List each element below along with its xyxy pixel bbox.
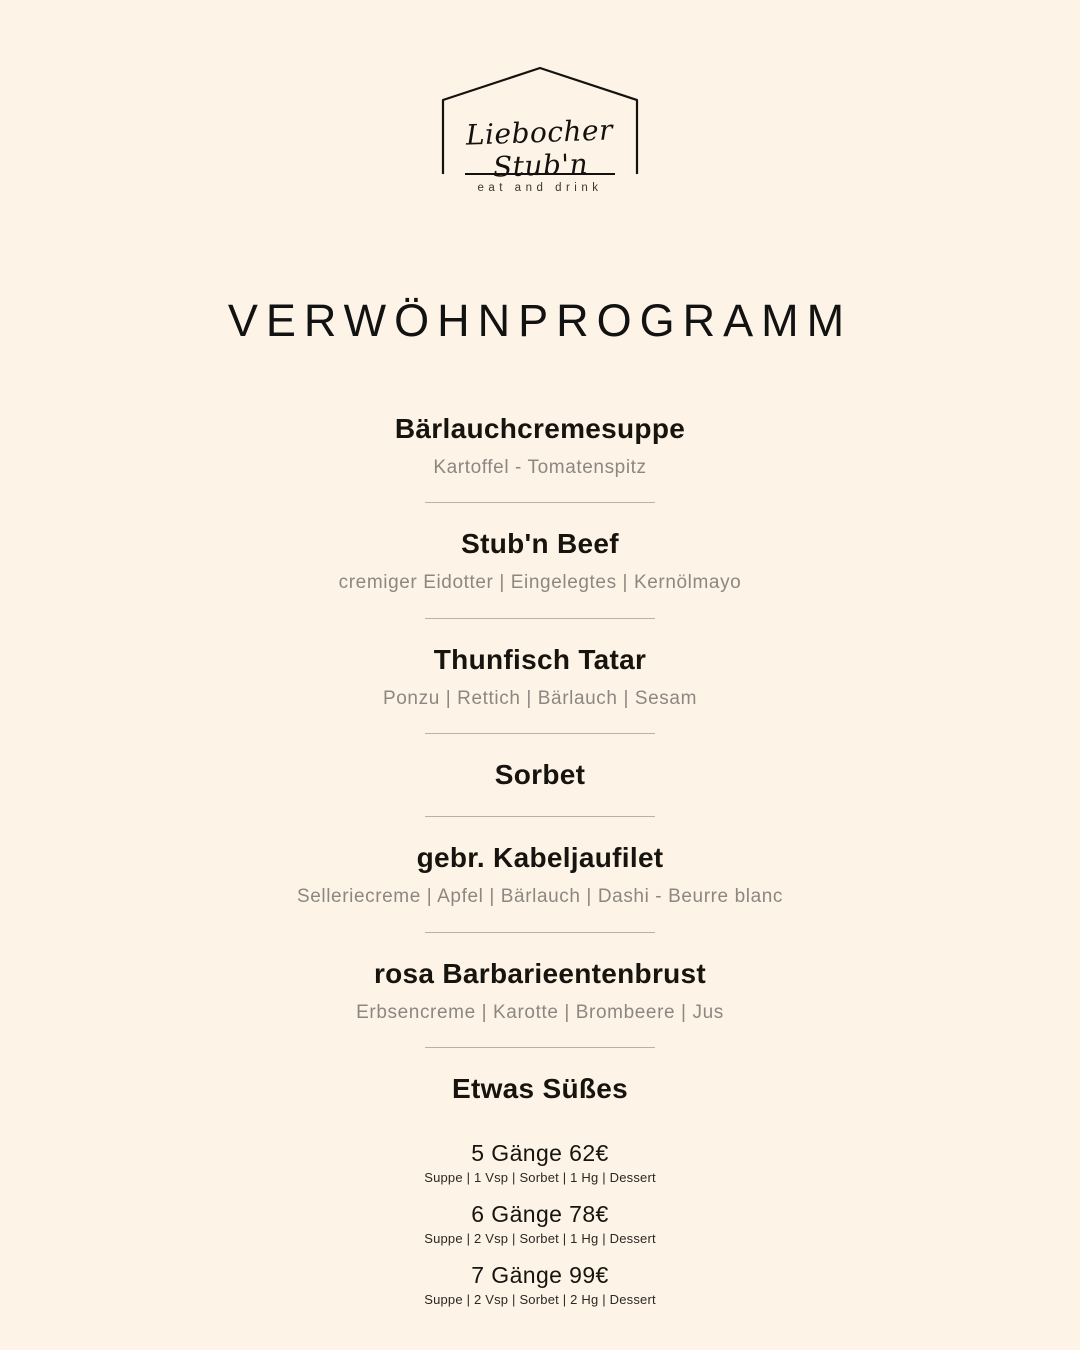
course-item <box>0 839 1080 909</box>
brand-logo <box>0 62 1080 212</box>
course-name: Sorbet <box>494 759 586 791</box>
course-divider <box>425 932 655 933</box>
page-title: VERWÖHNPROGRAMM <box>227 295 853 346</box>
course-name: Stub'n Beef <box>461 528 619 560</box>
course-divider <box>425 1047 655 1048</box>
brand-tagline: eat and drink <box>477 182 603 194</box>
course-item <box>0 641 1080 711</box>
pricing-section <box>0 1140 1080 1323</box>
course-description: Erbsencreme | Karotte | Brombeere | Jus <box>356 1001 724 1023</box>
pricing-option <box>0 1262 1080 1307</box>
course-divider <box>425 502 655 503</box>
course-description: cremiger Eidotter | Eingelegtes | Kernölmayo <box>338 572 742 594</box>
course-description: Selleriecreme | Apfel | Bärlauch | Dashi - Beurre blanc <box>296 886 784 908</box>
pricing-title: 5 Gänge 62€ <box>471 1140 609 1166</box>
pricing-title: 7 Gänge 99€ <box>471 1262 609 1288</box>
course-item <box>0 955 1080 1025</box>
course-name: gebr. Kabeljaufilet <box>416 842 664 874</box>
course-divider <box>425 733 655 734</box>
course-description: Kartoffel - Tomatenspitz <box>433 456 647 478</box>
course-name: Bärlauchcremesuppe <box>394 413 686 444</box>
course-list <box>0 410 1080 1108</box>
pricing-title: 6 Gänge 78€ <box>471 1201 609 1227</box>
logo-mark <box>425 62 655 212</box>
course-item <box>0 756 1080 794</box>
course-name: Thunfisch Tatar <box>433 643 647 675</box>
pricing-option <box>0 1140 1080 1185</box>
pricing-detail: Suppe | 2 Vsp | Sorbet | 2 Hg | Dessert <box>424 1292 656 1307</box>
course-item <box>0 525 1080 595</box>
pricing-option <box>0 1201 1080 1246</box>
pricing-detail: Suppe | 1 Vsp | Sorbet | 1 Hg | Dessert <box>424 1170 656 1185</box>
course-name: rosa Barbarieentenbrust <box>373 957 707 989</box>
course-name: Etwas Süßes <box>451 1073 629 1105</box>
course-item <box>0 410 1080 480</box>
course-divider <box>425 816 655 817</box>
course-divider <box>425 618 655 619</box>
pricing-detail: Suppe | 2 Vsp | Sorbet | 1 Hg | Dessert <box>424 1231 656 1246</box>
brand-name: Liebocher Stub'n <box>465 113 614 184</box>
course-description: Ponzu | Rettich | Bärlauch | Sesam <box>382 687 697 709</box>
course-item <box>0 1070 1080 1108</box>
